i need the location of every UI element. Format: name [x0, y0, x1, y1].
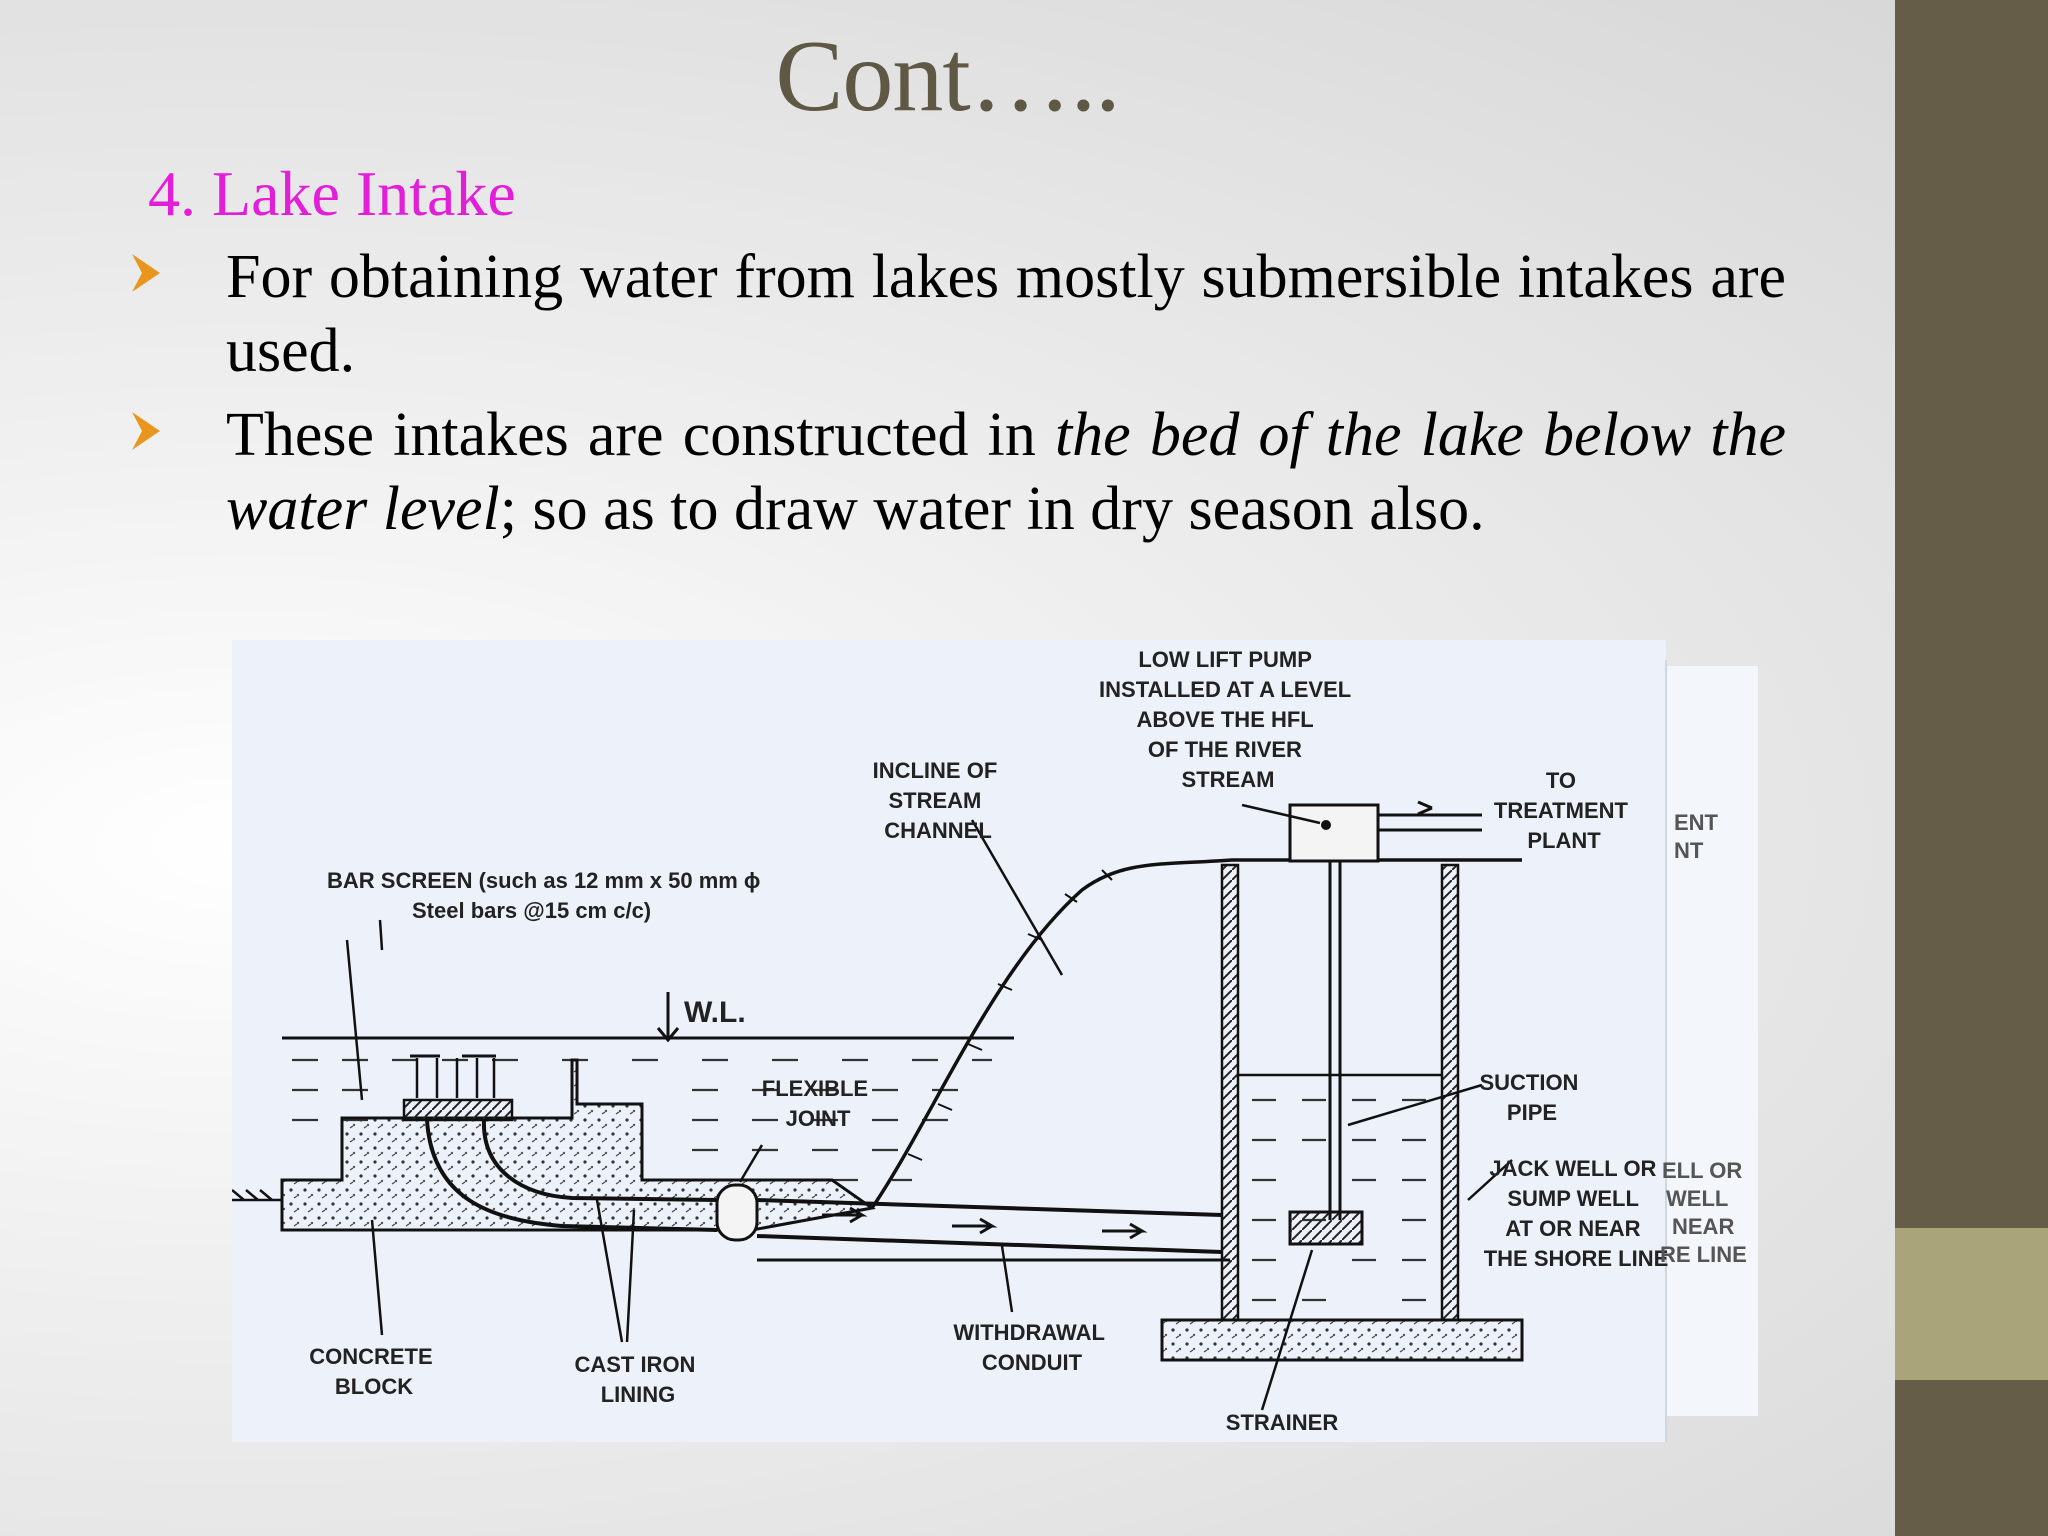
- bullet-item: [130, 398, 1786, 546]
- sidebar-accent-band: [1895, 1228, 2048, 1380]
- suction-pipe-label: SUCTION PIPE: [1479, 1070, 1579, 1125]
- bullet-list: [130, 240, 1786, 556]
- bullet-text: For obtaining water from lakes mostly submersible intakes are used.: [226, 243, 1786, 385]
- treatment-plant-label: TO TREATMENT PLANT: [1493, 768, 1628, 853]
- cast-iron-lining-label: CAST IRON LINING: [574, 1352, 696, 1407]
- water-level-label: W.L.: [684, 996, 746, 1029]
- slide-subtitle: 4. Lake Intake: [148, 158, 516, 229]
- arrow-bullet-icon: [130, 408, 162, 454]
- pump-label: LOW LIFT PUMP INSTALLED AT A LEVEL ABOVE THE HFL OF THE RIVER STREAM: [1099, 647, 1351, 792]
- lake-intake-diagram: [232, 640, 1758, 1442]
- arrow-bullet-icon: [130, 250, 162, 296]
- strainer-label: STRAINER: [1225, 1410, 1339, 1435]
- jack-well-label: JACK WELL OR SUMP WELL AT OR NEAR THE SHORE LINE: [1483, 1156, 1669, 1271]
- bullet-text-emphasis: the bed of the lake below the water level: [226, 401, 1787, 543]
- bullet-text-start: These intakes are constructed in: [226, 401, 1055, 469]
- flexible-joint: [717, 1185, 757, 1240]
- flexible-joint-label: FLEXIBLE JOINT: [761, 1076, 869, 1131]
- bar-screen-label: BAR SCREEN (such as 12 mm x 50 mm ϕ Steel bars @15 cm c/c): [327, 868, 761, 923]
- concrete-block-label: CONCRETE BLOCK: [309, 1344, 433, 1399]
- withdrawal-conduit-label: WITHDRAWAL CONDUIT: [953, 1320, 1105, 1375]
- bullet-item: [130, 240, 1786, 388]
- strainer: [1290, 1212, 1362, 1244]
- back-sheet-fragments: ENT NT ELL OR WELL NEAR RE LINE: [1660, 810, 1747, 1267]
- incline-label: INCLINE OF STREAM CHANNEL: [872, 758, 998, 843]
- bar-screen: [404, 1100, 512, 1120]
- slide-title: Cont…..: [775, 20, 1120, 133]
- bullet-text-end: ; so as to draw water in dry season also.: [499, 475, 1485, 543]
- low-lift-pump: [1290, 805, 1378, 861]
